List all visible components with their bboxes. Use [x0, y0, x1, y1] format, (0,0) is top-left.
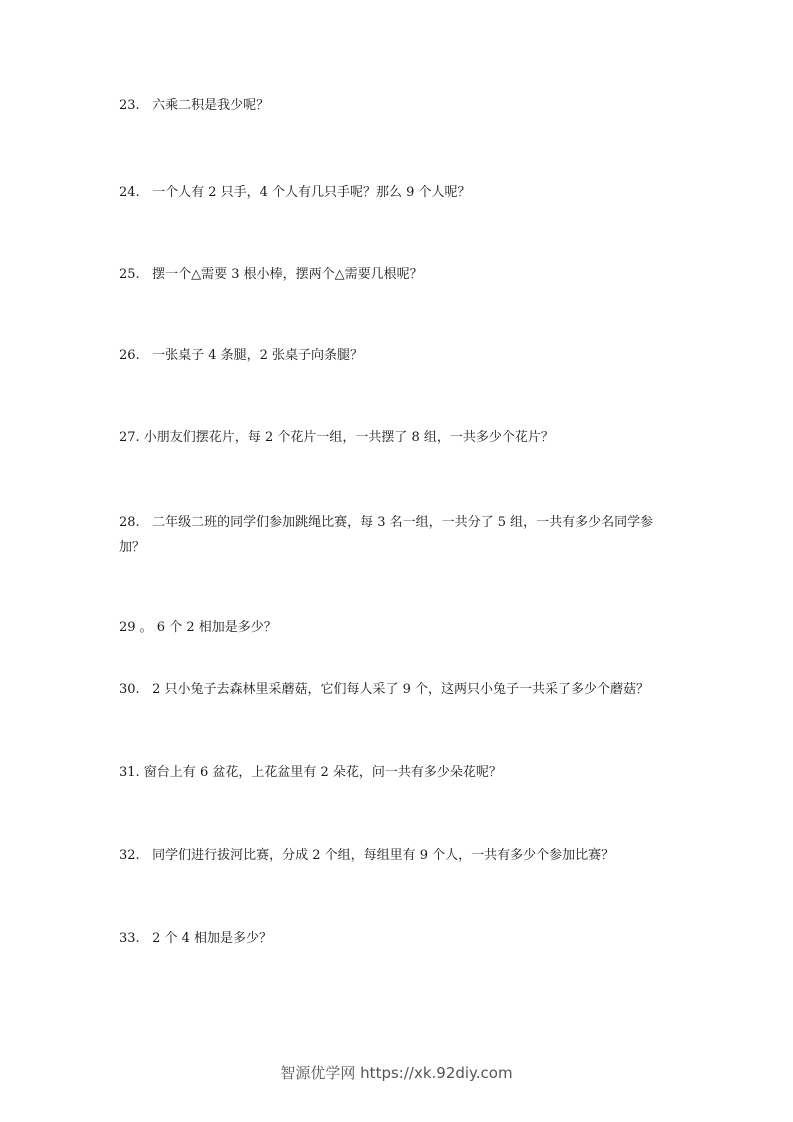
question-26: 26. 一张桌子 4 条腿，2 张桌子向条腿？	[119, 348, 364, 363]
question-28: 28. 二年级二班的同学们参加跳绳比赛，每 3 名一组，一共分了 5 组，一共有多少名同学参加？	[119, 515, 654, 555]
question-31: 31. 窗台上有 6 盆花，上花盆里有 2 朵花，问一共有多少朵花呢？	[119, 765, 502, 780]
question-33: 33. 2 个 4 相加是多少？	[119, 931, 273, 946]
question-23: 23. 六乘二积是我少呢？	[119, 98, 270, 113]
question-29: 29 。 6 个 2 相加是多少？	[119, 620, 277, 635]
question-25: 25. 摆一个△需要 3 根小棒，摆两个△需要几根呢？	[119, 267, 423, 282]
question-32: 32. 同学们进行拔河比赛，分成 2 个组，每组里有 9 个人，一共有多少个参加比赛？	[119, 848, 615, 863]
question-30: 30. 2 只小兔子去森林里采蘑菇，它们每人采了 9 个，这两只小兔子一共采了多少个蘑菇？	[119, 682, 650, 697]
question-27: 27. 小朋友们摆花片，每 2 个花片一组，一共摆了 8 组，一共多少个花片？	[119, 430, 554, 445]
watermark-footer: 智源优学网 https://xk.92diy.com	[280, 1064, 513, 1082]
question-24: 24. 一个人有 2 只手，4 个人有几只手呢？那么 9 个人呢？	[119, 185, 471, 200]
